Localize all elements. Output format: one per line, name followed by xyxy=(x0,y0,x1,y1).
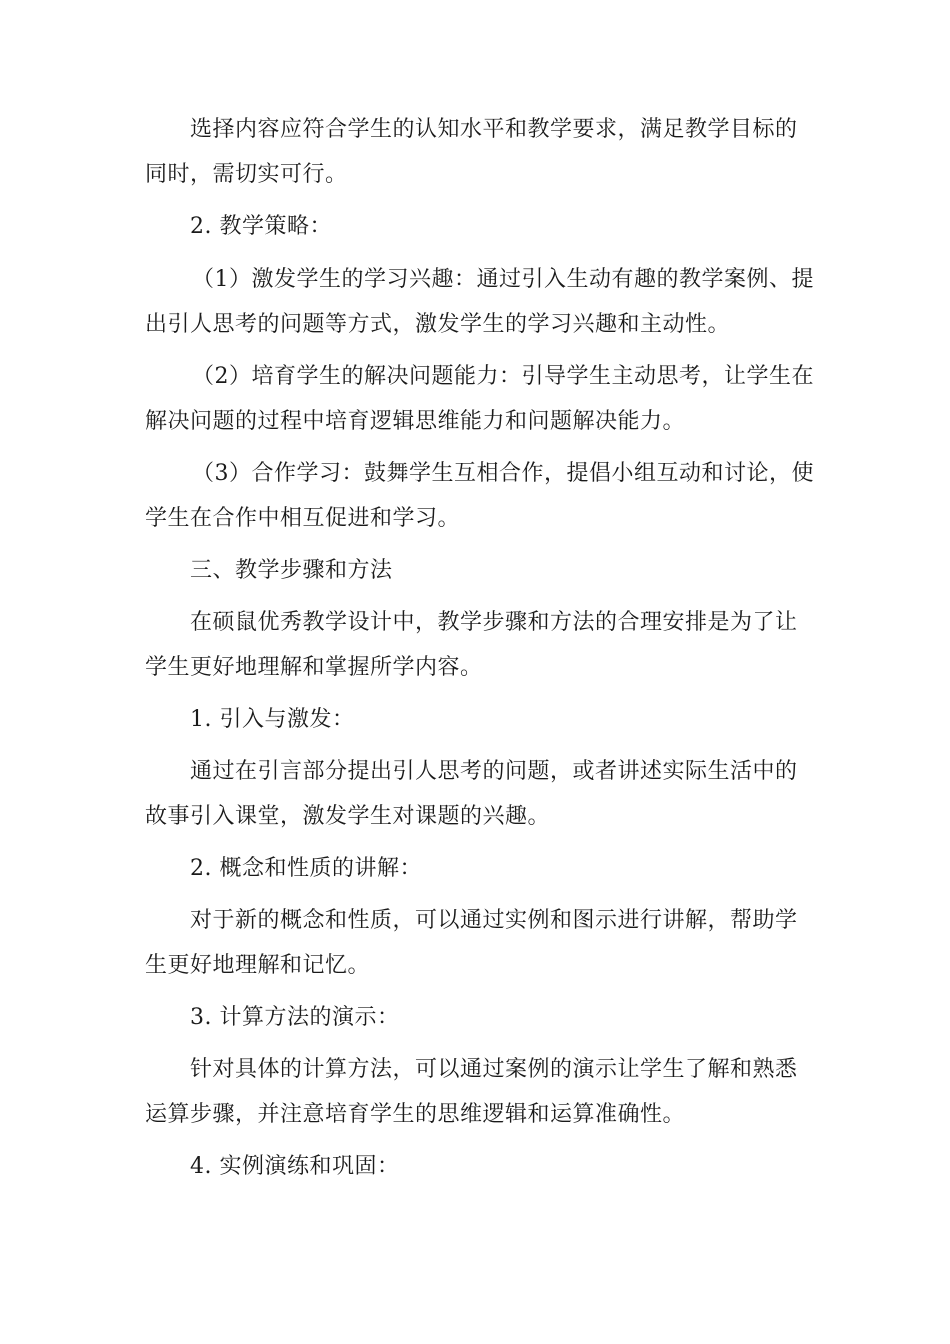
text-line: 出引人思考的问题等方式，激发学生的学习兴趣和主动性。 xyxy=(145,312,731,337)
text-line: 通过在引言部分提出引人思考的问题，或者讲述实际生活中的 xyxy=(190,759,798,784)
text-line: （1）激发学生的学习兴趣：通过引入生动有趣的教学案例、提 xyxy=(192,267,814,292)
section-heading: 2. 教学策略： xyxy=(190,214,332,239)
text-line: （3）合作学习：鼓舞学生互相合作，提倡小组互动和讨论，使 xyxy=(192,461,814,486)
text-line: 对于新的概念和性质，可以通过实例和图示进行讲解，帮助学 xyxy=(190,908,798,933)
text-line: 选择内容应符合学生的认知水平和教学要求，满足教学目标的 xyxy=(190,117,798,142)
text-line: 学生在合作中相互促进和学习。 xyxy=(145,506,461,531)
text-line: 故事引入课堂，激发学生对课题的兴趣。 xyxy=(145,804,551,829)
text-line: 解决问题的过程中培育逻辑思维能力和问题解决能力。 xyxy=(145,409,686,434)
text-line: 在硕鼠优秀教学设计中，教学步骤和方法的合理安排是为了让 xyxy=(190,610,798,635)
section-heading: 2. 概念和性质的讲解： xyxy=(190,856,422,881)
text-line: 学生更好地理解和掌握所学内容。 xyxy=(145,655,483,680)
text-line: 同时，需切实可行。 xyxy=(145,162,348,187)
section-heading: 4. 实例演练和巩固： xyxy=(190,1154,400,1179)
text-line: （2）培育学生的解决问题能力：引导学生主动思考，让学生在 xyxy=(192,364,814,389)
section-heading: 三、教学步骤和方法 xyxy=(190,558,393,583)
section-heading: 3. 计算方法的演示： xyxy=(190,1005,400,1030)
text-line: 生更好地理解和记忆。 xyxy=(145,953,371,978)
text-line: 运算步骤，并注意培育学生的思维逻辑和运算准确性。 xyxy=(145,1102,686,1127)
text-line: 针对具体的计算方法，可以通过案例的演示让学生了解和熟悉 xyxy=(190,1057,798,1082)
section-heading: 1. 引入与激发： xyxy=(190,707,355,732)
